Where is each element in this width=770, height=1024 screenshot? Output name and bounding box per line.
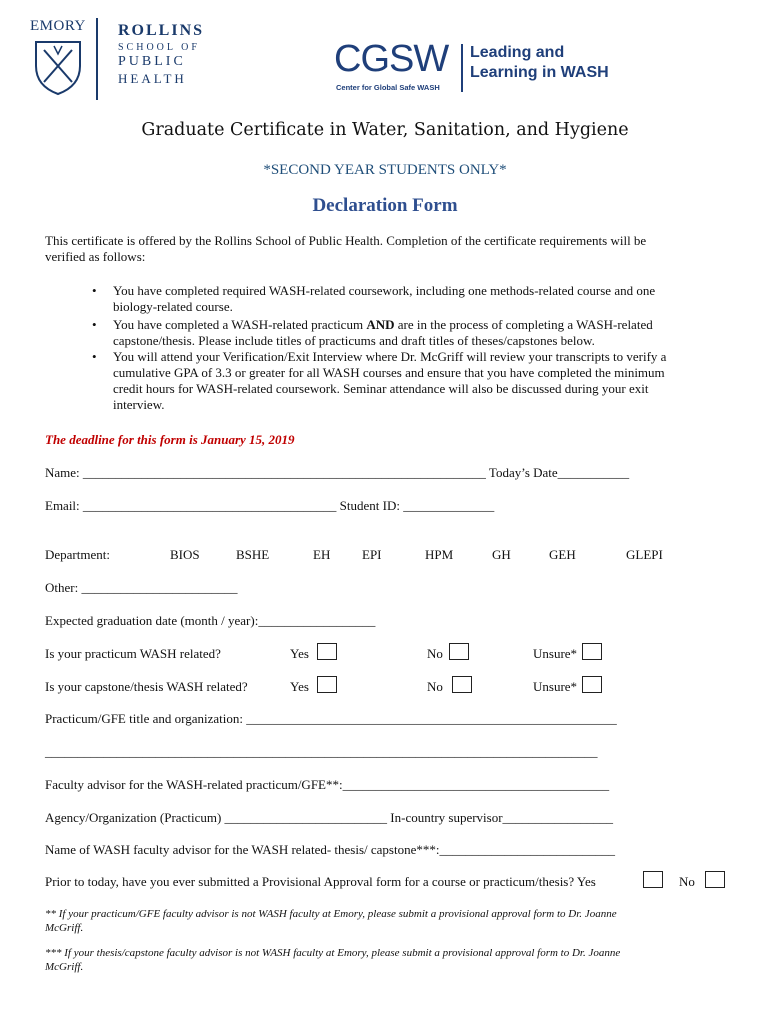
bullet-icon: •	[92, 283, 97, 298]
bullet3-line1: You will attend your Verification/Exit Interview where Dr. McGriff will review your transcripts to verify a	[113, 349, 667, 364]
tagline-line2: Learning in WASH	[470, 64, 609, 81]
faculty-advisor-field[interactable]: Faculty advisor for the WASH-related practicum/GFE**:_________________________________________	[45, 777, 610, 792]
emory-logo-text: EMORY	[30, 18, 86, 34]
wash-advisor-field[interactable]: Name of WASH faculty advisor for the WASH related- thesis/ capstone***:___________________________	[45, 842, 615, 857]
capstone-unsure-checkbox[interactable]	[582, 676, 602, 693]
form-title: Declaration Form	[312, 195, 458, 216]
agency-field[interactable]: Agency/Organization (Practicum) _________________________ In-country supervisor_________________	[45, 810, 614, 825]
prior-approval-question: Prior to today, have you ever submitted a Provisional Approval form for a course or practicum/thesis? Yes	[45, 874, 596, 889]
name-field[interactable]: Name: ______________________________________________________________ Today’s Date___________	[45, 465, 630, 480]
intro-line1: This certificate is offered by the Rollins School of Public Health. Completion of the certificate requirements will be	[45, 233, 647, 248]
practicum-unsure-checkbox[interactable]	[582, 643, 602, 660]
prior-approval-no-checkbox[interactable]	[705, 871, 725, 888]
capstone-yes-label: Yes	[290, 679, 309, 694]
intro-line2: verified as follows:	[45, 249, 146, 264]
bullet-icon: •	[92, 317, 97, 332]
footnote-2-line2: McGriff.	[45, 961, 84, 973]
footnote-1-line2: McGriff.	[45, 922, 84, 934]
practicum-title-continued-field[interactable]: _____________________________________________________________________________________	[45, 744, 598, 759]
bullet2-line1	[113, 317, 653, 333]
rollins-line2: SCHOOL OF	[118, 42, 200, 53]
department-label: Department:	[45, 547, 110, 562]
email-field[interactable]: Email: _______________________________________ Student ID: ______________	[45, 498, 495, 513]
page-title: Graduate Certificate in Water, Sanitation, and Hygiene	[141, 120, 629, 140]
footnote-1-line1: ** If your practicum/GFE faculty advisor is not WASH faculty at Emory, please submit a provisional approval form to Dr. Joanne	[45, 908, 617, 920]
department-option-epi[interactable]: EPI	[362, 547, 382, 562]
department-option-bios[interactable]: BIOS	[170, 547, 200, 562]
bullet-icon: •	[92, 349, 97, 364]
rollins-line1: ROLLINS	[118, 22, 205, 39]
bullet3-line2: cumulative GPA of 3.3 or greater for all WASH courses and ensure that you have completed the minimum	[113, 365, 665, 380]
capstone-yes-checkbox[interactable]	[317, 676, 337, 693]
prior-approval-yes-checkbox[interactable]	[643, 871, 663, 888]
logo-divider	[96, 18, 98, 100]
emory-shield-icon	[32, 38, 84, 96]
rollins-line3: PUBLIC	[118, 54, 186, 69]
department-option-gh[interactable]: GH	[492, 547, 511, 562]
bullet1-line2: biology-related course.	[113, 299, 233, 314]
other-field[interactable]: Other: ________________________	[45, 580, 238, 595]
department-option-glepi[interactable]: GLEPI	[626, 547, 663, 562]
practicum-yes-label: Yes	[290, 646, 309, 661]
deadline-notice: The deadline for this form is January 15, 2019	[45, 432, 295, 447]
practicum-no-label: No	[427, 646, 443, 661]
bullet1-line1: You have completed required WASH-related coursework, including one methods-related course and one	[113, 283, 656, 298]
graduation-date-field[interactable]: Expected graduation date (month / year):__________________	[45, 613, 376, 628]
rollins-line4: HEALTH	[118, 71, 187, 86]
department-option-bshe[interactable]: BSHE	[236, 547, 270, 562]
capstone-question: Is your capstone/thesis WASH related?	[45, 679, 248, 694]
bullet2-text-b: are in the process of completing a WASH-related	[394, 317, 653, 332]
department-option-eh[interactable]: EH	[313, 547, 331, 562]
capstone-unsure-label: Unsure*	[533, 679, 578, 694]
practicum-no-checkbox[interactable]	[449, 643, 469, 660]
practicum-unsure-label: Unsure*	[533, 646, 578, 661]
capstone-no-checkbox[interactable]	[452, 676, 472, 693]
bullet2-text-a: You have completed a WASH-related practicum	[113, 317, 367, 332]
bullet3-line3: credit hours for WASH-related coursework. Seminar attendance will also be discussed during your exit	[113, 381, 649, 396]
practicum-question: Is your practicum WASH related?	[45, 646, 221, 661]
bullet3-line4: interview.	[113, 397, 165, 412]
cgsw-divider	[461, 44, 463, 92]
practicum-yes-checkbox[interactable]	[317, 643, 337, 660]
footnote-2-line1: *** If your thesis/capstone faculty advisor is not WASH faculty at Emory, please submit a provisional approval form to Dr. Joanne	[45, 947, 621, 959]
practicum-title-field[interactable]: Practicum/GFE title and organization: _________________________________________________________	[45, 711, 617, 726]
capstone-no-label: No	[427, 679, 443, 694]
prior-approval-no-label: No	[679, 874, 695, 889]
department-option-geh[interactable]: GEH	[549, 547, 576, 562]
subtitle: *SECOND YEAR STUDENTS ONLY*	[263, 162, 507, 178]
cgsw-logo-text: CGSW	[334, 38, 449, 80]
bullet2-line2: capstone/thesis. Please include titles of practicums and draft titles of theses/capstones below.	[113, 333, 595, 348]
department-option-hpm[interactable]: HPM	[425, 547, 454, 562]
tagline-line1: Leading and	[470, 44, 565, 61]
cgsw-subtitle: Center for Global Safe WASH	[336, 83, 440, 92]
bullet2-emphasis: AND	[366, 317, 395, 332]
